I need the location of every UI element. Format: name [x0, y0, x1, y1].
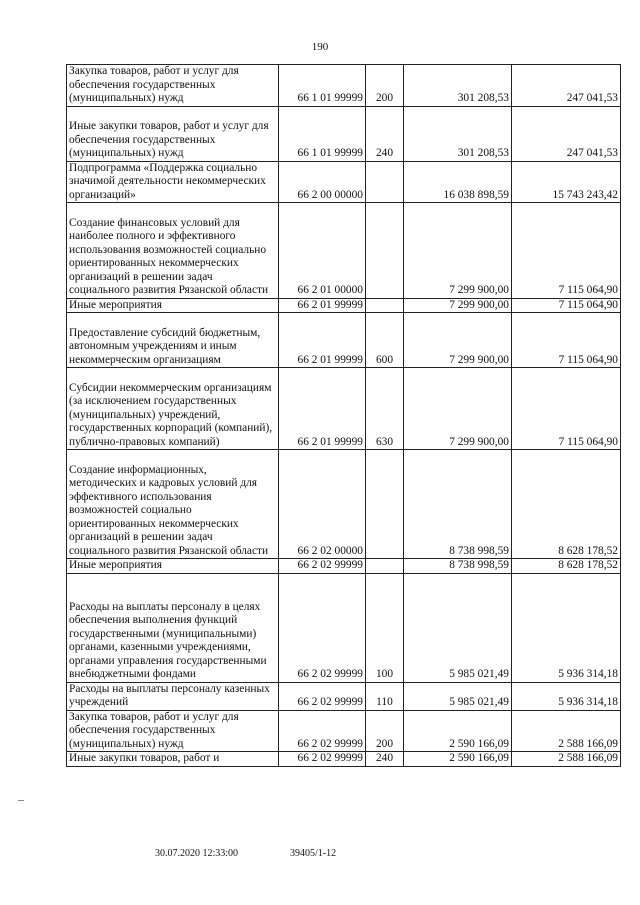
row-code-cell: 66 2 01 99999 [279, 313, 366, 368]
table-row [67, 298, 621, 313]
row-type-cell: 630 [366, 368, 404, 450]
table-row [67, 682, 621, 710]
row-name-cell: Создание финансовых условий для наиболее полного и эффективного использования возможностей социально ориентированных некоммерческих организаций в решении задач социального развития Рязанской области [67, 203, 279, 299]
table-row [67, 752, 621, 767]
row-value-2021-cell: 247 041,53 [512, 65, 621, 107]
table-row [67, 710, 621, 752]
row-name-cell: Расходы на выплаты персоналу казенных учреждений [67, 682, 279, 710]
row-value-2020-cell: 5 985 021,49 [404, 682, 512, 710]
row-value-2020-cell: 16 038 898,59 [404, 161, 512, 203]
row-code-cell: 66 2 02 99999 [279, 710, 366, 752]
row-name-cell: Подпрограмма «Поддержка социально значимой деятельности некоммерческих организаций» [67, 161, 279, 203]
row-type-cell [366, 203, 404, 299]
row-code-cell: 66 1 01 99999 [279, 106, 366, 161]
row-value-2021-cell: 5 936 314,18 [512, 682, 621, 710]
row-code-cell: 66 2 02 99999 [279, 573, 366, 682]
row-value-2021-cell: 247 041,53 [512, 106, 621, 161]
row-value-2021-cell: 8 628 178,52 [512, 559, 621, 574]
table-row [67, 313, 621, 368]
row-code-cell: 66 2 02 99999 [279, 682, 366, 710]
scan-edge-mark [18, 800, 24, 801]
row-code-cell: 66 2 01 00000 [279, 203, 366, 299]
table-row [67, 573, 621, 682]
row-value-2021-cell: 7 115 064,90 [512, 298, 621, 313]
row-code-cell: 66 2 02 00000 [279, 450, 366, 559]
row-value-2021-cell: 2 588 166,09 [512, 752, 621, 767]
row-type-cell: 100 [366, 573, 404, 682]
row-value-2020-cell: 7 299 900,00 [404, 368, 512, 450]
row-name-cell: Иные закупки товаров, работ и [67, 752, 279, 767]
table-row [67, 559, 621, 574]
row-type-cell [366, 450, 404, 559]
table-row [67, 65, 621, 107]
row-code-cell: 66 2 01 99999 [279, 368, 366, 450]
row-value-2020-cell: 7 299 900,00 [404, 313, 512, 368]
row-name-cell: Иные мероприятия [67, 298, 279, 313]
row-value-2020-cell: 301 208,53 [404, 65, 512, 107]
table-row [67, 450, 621, 559]
row-name-cell: Закупка товаров, работ и услуг для обеспечения государственных (муниципальных) нужд [67, 710, 279, 752]
row-name-cell: Субсидии некоммерческим организациям (за исключением государственных (муниципальных) учреждений, государственных корпораций (компаний), публично-правовых компаний) [67, 368, 279, 450]
row-name-cell: Закупка товаров, работ и услуг для обеспечения государственных (муниципальных) нужд [67, 65, 279, 107]
row-value-2020-cell: 5 985 021,49 [404, 573, 512, 682]
budget-table [66, 64, 621, 767]
row-type-cell [366, 298, 404, 313]
row-type-cell [366, 559, 404, 574]
row-name-cell: Создание информационных, методических и кадровых условий для эффективного использования возможностей социально ориентированных некоммерческих организаций в решении задач социального развития Рязанской области [67, 450, 279, 559]
row-name-cell: Расходы на выплаты персоналу в целях обеспечения выполнения функций государственными (муниципальными) органами, казенными учреждениями, органами управления государственными внебюджетными фондами [67, 573, 279, 682]
row-type-cell: 240 [366, 106, 404, 161]
page-number: 190 [311, 41, 329, 53]
row-value-2021-cell: 7 115 064,90 [512, 368, 621, 450]
row-code-cell: 66 2 02 99999 [279, 559, 366, 574]
table-row [67, 161, 621, 203]
row-value-2021-cell: 8 628 178,52 [512, 450, 621, 559]
row-value-2021-cell: 15 743 243,42 [512, 161, 621, 203]
row-code-cell: 66 1 01 99999 [279, 65, 366, 107]
row-value-2021-cell: 2 588 166,09 [512, 710, 621, 752]
row-type-cell: 240 [366, 752, 404, 767]
table-row [67, 106, 621, 161]
row-value-2020-cell: 301 208,53 [404, 106, 512, 161]
row-value-2020-cell: 7 299 900,00 [404, 298, 512, 313]
table-row [67, 203, 621, 299]
row-value-2020-cell: 2 590 166,09 [404, 710, 512, 752]
row-type-cell [366, 161, 404, 203]
row-name-cell: Предоставление субсидий бюджетным, автономным учреждениям и иным некоммерческим организациям [67, 313, 279, 368]
row-value-2020-cell: 8 738 998,59 [404, 559, 512, 574]
row-value-2020-cell: 2 590 166,09 [404, 752, 512, 767]
row-name-cell: Иные закупки товаров, работ и услуг для обеспечения государственных (муниципальных) нужд [67, 106, 279, 161]
row-value-2021-cell: 7 115 064,90 [512, 203, 621, 299]
row-type-cell: 110 [366, 682, 404, 710]
row-name-cell: Иные мероприятия [67, 559, 279, 574]
row-code-cell: 66 2 00 00000 [279, 161, 366, 203]
footer-timestamp: 30.07.2020 12:33:00 [155, 848, 239, 859]
row-code-cell: 66 2 01 99999 [279, 298, 366, 313]
row-value-2021-cell: 5 936 314,18 [512, 573, 621, 682]
row-value-2020-cell: 7 299 900,00 [404, 203, 512, 299]
row-type-cell: 200 [366, 710, 404, 752]
row-type-cell: 200 [366, 65, 404, 107]
row-value-2021-cell: 7 115 064,90 [512, 313, 621, 368]
row-code-cell: 66 2 02 99999 [279, 752, 366, 767]
footer-doc-id: 39405/1-12 [290, 848, 337, 859]
row-type-cell: 600 [366, 313, 404, 368]
row-value-2020-cell: 8 738 998,59 [404, 450, 512, 559]
table-row [67, 368, 621, 450]
